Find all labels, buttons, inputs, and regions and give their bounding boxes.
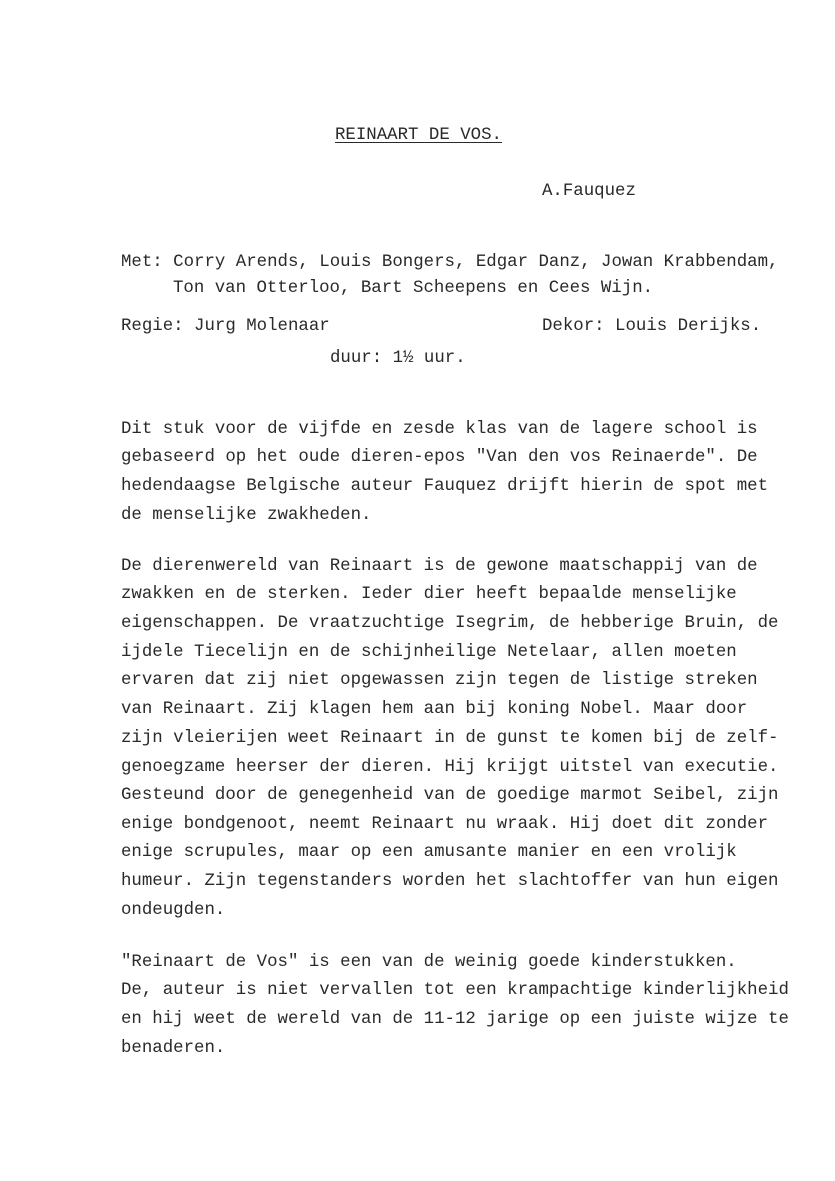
paragraph-line: De dierenwereld van Reinaart is de gewone maatschappij van de xyxy=(121,557,758,576)
paragraph-line: De, auteur is niet vervallen tot een krampachtige kinderlijkheid xyxy=(121,981,789,1000)
paragraph-line: "Reinaart de Vos" is een van de weinig goede kinderstukken. xyxy=(121,953,737,972)
paragraph-line: ijdele Tiecelijn en de schijnheilige Netelaar, allen moeten xyxy=(121,643,737,662)
paragraph-line: humeur. Zijn tegenstanders worden het slachtoffer van hun eigen xyxy=(121,872,779,891)
paragraph-line: Gesteund door de genegenheid van de goedige marmot Seibel, zijn xyxy=(121,786,779,805)
paragraph-line: hedendaagse Belgische auteur Fauquez drijft hierin de spot met xyxy=(121,477,769,496)
cast-line-2: Ton van Otterloo, Bart Scheepens en Cees Wijn. xyxy=(173,279,654,298)
paragraph-line: zwakken en de sterken. Ieder dier heeft bepaalde menselijke xyxy=(121,585,737,604)
paragraph-line: eigenschappen. De vraatzuchtige Isegrim, de hebberige Bruin, de xyxy=(121,614,779,633)
cast-line-1: Met: Corry Arends, Louis Bongers, Edgar Danz, Jowan Krabbendam, xyxy=(121,253,779,272)
paragraph-line: zijn vleierijen weet Reinaart in de gunst te komen bij de zelf- xyxy=(121,729,779,748)
author-name: A.Fauquez xyxy=(542,182,636,201)
paragraph-line: Dit stuk voor de vijfde en zesde klas van de lagere school is xyxy=(121,420,758,439)
paragraph-line: genoegzame heerser der dieren. Hij krijgt uitstel van executie. xyxy=(121,758,779,777)
paragraph-line: van Reinaart. Zij klagen hem aan bij koning Nobel. Maar door xyxy=(121,700,748,719)
decor-credit: Dekor: Louis Derijks. xyxy=(542,317,762,336)
paragraph-line: benaderen. xyxy=(121,1039,226,1058)
document-title: REINAART DE VOS. xyxy=(335,126,502,145)
duration-info: duur: 1½ uur. xyxy=(330,349,466,368)
paragraph-line: ondeugden. xyxy=(121,901,226,920)
paragraph-line: de menselijke zwakheden. xyxy=(121,506,372,525)
paragraph-line: gebaseerd op het oude dieren-epos "Van den vos Reinaerde". De xyxy=(121,448,758,467)
paragraph-line: enige scrupules, maar op een amusante manier en een vrolijk xyxy=(121,843,737,862)
paragraph-line: enige bondgenoot, neemt Reinaart nu wraak. Hij doet dit zonder xyxy=(121,815,769,834)
direction-credit: Regie: Jurg Molenaar xyxy=(121,317,330,336)
paragraph-line: en hij weet de wereld van de 11-12 jarige op een juiste wijze te xyxy=(121,1010,789,1029)
paragraph-line: ervaren dat zij niet opgewassen zijn tegen de listige streken xyxy=(121,671,758,690)
